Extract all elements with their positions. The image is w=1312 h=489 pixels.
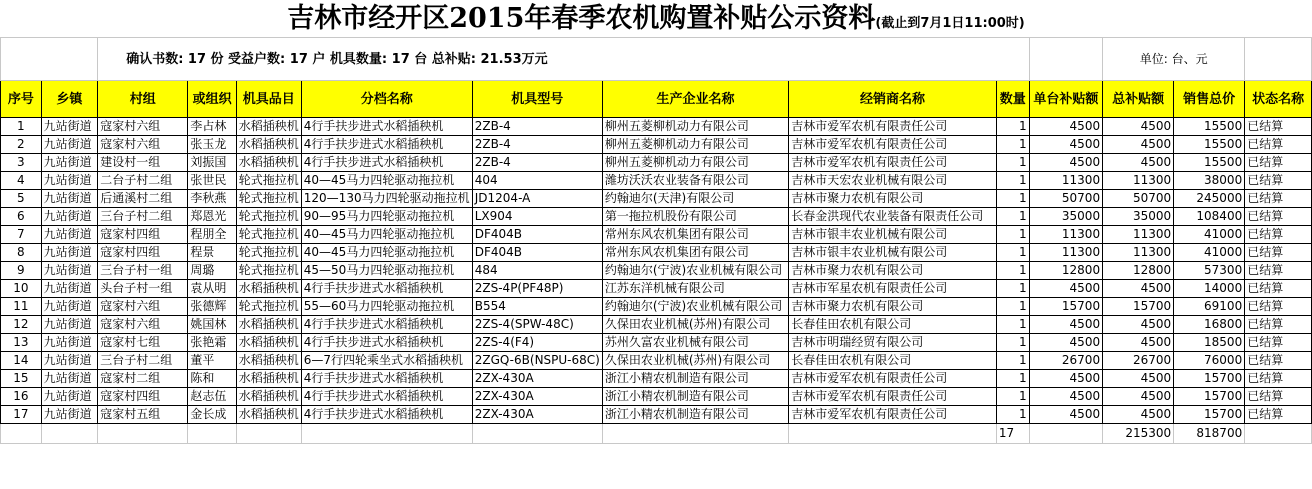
table-cell[interactable]: 吉林市天宏农业机械有限公司 [789, 172, 997, 190]
table-cell[interactable]: 李秋燕 [188, 190, 236, 208]
table-cell[interactable]: 108400 [1174, 208, 1245, 226]
table-cell[interactable]: 15700 [1174, 406, 1245, 424]
table-cell[interactable]: 九站街道 [41, 370, 98, 388]
table-cell[interactable]: 1 [996, 208, 1029, 226]
table-cell[interactable]: 4500 [1029, 280, 1103, 298]
table-cell[interactable]: 吉林市军星农机有限责任公司 [789, 280, 997, 298]
table-row [1, 316, 1312, 334]
table-cell[interactable]: 久保田农业机械(苏州)有限公司 [602, 316, 788, 334]
table-cell[interactable]: 水稻插秧机 [236, 388, 301, 406]
table-cell[interactable]: 刘振国 [188, 154, 236, 172]
table-cell[interactable]: 6 [1, 208, 42, 226]
summary-row [1, 38, 1312, 81]
table-cell[interactable]: 吉林市爱军农机有限责任公司 [789, 154, 997, 172]
table-cell[interactable]: 浙江小精农机制造有限公司 [602, 388, 788, 406]
table-cell[interactable]: 已结算 [1245, 190, 1312, 208]
table-cell[interactable]: 1 [996, 388, 1029, 406]
table-cell[interactable]: 吉林市爱军农机有限责任公司 [789, 388, 997, 406]
table-cell[interactable]: 九站街道 [41, 316, 98, 334]
table-cell[interactable]: 已结算 [1245, 298, 1312, 316]
table-cell[interactable]: 4500 [1103, 280, 1174, 298]
table-cell[interactable]: 约翰迪尔(天津)有限公司 [602, 190, 788, 208]
table-cell[interactable]: 9 [1, 262, 42, 280]
table-cell[interactable]: 4500 [1103, 406, 1174, 424]
table-cell[interactable]: DF404B [472, 244, 602, 262]
table-cell[interactable]: 水稻插秧机 [236, 406, 301, 424]
table-cell[interactable]: 40—45马力四轮驱动拖拉机 [301, 172, 472, 190]
table-cell[interactable]: 4500 [1103, 136, 1174, 154]
table-cell[interactable]: 1 [996, 280, 1029, 298]
table-cell[interactable]: 吉林市爱军农机有限责任公司 [789, 118, 997, 136]
table-cell[interactable]: 15700 [1174, 370, 1245, 388]
header-cell[interactable]: 数量 [996, 81, 1029, 118]
table-cell[interactable]: 水稻插秧机 [236, 280, 301, 298]
table-row [1, 334, 1312, 352]
table-cell[interactable] [236, 424, 301, 444]
table-cell[interactable]: 12 [1, 316, 42, 334]
table-cell[interactable]: 1 [996, 406, 1029, 424]
table-cell[interactable]: 1 [996, 136, 1029, 154]
table-cell[interactable]: 4500 [1029, 334, 1103, 352]
table-cell[interactable]: 姚国林 [188, 316, 236, 334]
table-row [1, 244, 1312, 262]
table-cell[interactable]: 头台子村一组 [98, 280, 188, 298]
table-cell[interactable]: 后通溪村二组 [98, 190, 188, 208]
table-cell[interactable]: 已结算 [1245, 334, 1312, 352]
table-cell[interactable]: 长春佳田农机有限公司 [789, 352, 997, 370]
table-cell[interactable]: 陈和 [188, 370, 236, 388]
table-cell[interactable]: 11 [1, 298, 42, 316]
table-cell[interactable]: 水稻插秧机 [236, 118, 301, 136]
table-cell[interactable]: 13 [1, 334, 42, 352]
table-cell[interactable]: 11300 [1029, 172, 1103, 190]
table-cell[interactable]: 120—130马力四轮驱动拖拉机 [301, 190, 472, 208]
table-cell[interactable]: 袁从明 [188, 280, 236, 298]
totals-row [1, 424, 1312, 444]
table-cell[interactable]: 4500 [1029, 406, 1103, 424]
table-cell[interactable]: 柳州五菱柳机动力有限公司 [602, 154, 788, 172]
table-cell[interactable]: 已结算 [1245, 136, 1312, 154]
summary-text: 确认书数: 17 份 受益户数: 17 户 机具数量: 17 台 总补贴: 21.53万元 [98, 38, 1029, 81]
table-cell[interactable]: 41000 [1174, 226, 1245, 244]
table-cell[interactable]: 轮式拖拉机 [236, 190, 301, 208]
table-cell[interactable]: 张德辉 [188, 298, 236, 316]
table-cell[interactable]: 吉林市明瑞经贸有限公司 [789, 334, 997, 352]
table-cell[interactable]: 69100 [1174, 298, 1245, 316]
table-cell[interactable]: 已结算 [1245, 226, 1312, 244]
table-cell[interactable]: 11300 [1029, 226, 1103, 244]
table-cell[interactable]: 484 [472, 262, 602, 280]
table-cell[interactable]: 4行手扶步进式水稻插秧机 [301, 370, 472, 388]
header-row [1, 81, 1312, 118]
table-cell[interactable]: 35000 [1029, 208, 1103, 226]
table-cell[interactable]: 2ZS-4P(PF48P) [472, 280, 602, 298]
total-subsidy-total-cell[interactable]: 215300 [1103, 424, 1174, 444]
table-cell[interactable]: 轮式拖拉机 [236, 226, 301, 244]
table-cell[interactable]: 常州东风农机集团有限公司 [602, 244, 788, 262]
table-cell[interactable]: 14 [1, 352, 42, 370]
table-cell[interactable]: 已结算 [1245, 244, 1312, 262]
table-cell[interactable]: 轮式拖拉机 [236, 298, 301, 316]
table-cell[interactable]: 三台子村二组 [98, 208, 188, 226]
table-cell[interactable]: 轮式拖拉机 [236, 262, 301, 280]
table-cell[interactable]: 2ZS-4(F4) [472, 334, 602, 352]
table-cell[interactable]: 90—95马力四轮驱动拖拉机 [301, 208, 472, 226]
header-cell[interactable]: 或组织 [188, 81, 236, 118]
table-cell[interactable]: 4500 [1029, 316, 1103, 334]
table-cell[interactable]: 11300 [1029, 244, 1103, 262]
header-cell[interactable]: 单台补贴额 [1029, 81, 1103, 118]
table-cell[interactable]: 4行手扶步进式水稻插秧机 [301, 280, 472, 298]
table-cell[interactable]: 11300 [1103, 244, 1174, 262]
subsidy-table [0, 37, 1312, 444]
table-cell[interactable]: 张艳霜 [188, 334, 236, 352]
table-cell[interactable]: 1 [1, 118, 42, 136]
table-cell[interactable]: 4500 [1103, 388, 1174, 406]
table-cell[interactable]: 九站街道 [41, 154, 98, 172]
table-cell[interactable]: 40—45马力四轮驱动拖拉机 [301, 244, 472, 262]
table-cell[interactable]: 26700 [1103, 352, 1174, 370]
table-cell[interactable]: 2ZX-430A [472, 370, 602, 388]
table-cell[interactable]: 郑恩光 [188, 208, 236, 226]
table-cell[interactable]: 柳州五菱柳机动力有限公司 [602, 118, 788, 136]
table-cell[interactable]: 浙江小精农机制造有限公司 [602, 406, 788, 424]
table-cell[interactable]: 4 [1, 172, 42, 190]
table-cell[interactable] [301, 424, 472, 444]
table-cell[interactable]: 水稻插秧机 [236, 352, 301, 370]
table-cell[interactable]: 九站街道 [41, 262, 98, 280]
table-cell[interactable]: 柳州五菱柳机动力有限公司 [602, 136, 788, 154]
table-cell[interactable]: 15500 [1174, 154, 1245, 172]
unit-label: 单位: 台、元 [1103, 38, 1245, 81]
table-cell[interactable]: 寇家村六组 [98, 118, 188, 136]
table-cell[interactable]: 寇家村四组 [98, 388, 188, 406]
table-cell[interactable] [1029, 424, 1103, 444]
table-cell[interactable]: 17 [1, 406, 42, 424]
table-cell[interactable]: 已结算 [1245, 172, 1312, 190]
table-cell[interactable]: 4500 [1103, 154, 1174, 172]
table-cell[interactable]: 1 [996, 316, 1029, 334]
table-cell[interactable]: 吉林市聚力农机有限公司 [789, 262, 997, 280]
table-cell[interactable]: 45—50马力四轮驱动拖拉机 [301, 262, 472, 280]
table-cell[interactable]: 4500 [1103, 370, 1174, 388]
header-cell[interactable]: 乡镇 [41, 81, 98, 118]
table-cell[interactable]: 吉林市聚力农机有限公司 [789, 298, 997, 316]
header-cell[interactable]: 机具品目 [236, 81, 301, 118]
header-cell[interactable]: 销售总价 [1174, 81, 1245, 118]
table-cell[interactable]: 第一拖拉机股份有限公司 [602, 208, 788, 226]
table-cell[interactable]: 2ZX-430A [472, 406, 602, 424]
table-cell[interactable]: 已结算 [1245, 406, 1312, 424]
table-cell[interactable]: 董平 [188, 352, 236, 370]
table-cell[interactable] [472, 424, 602, 444]
table-cell[interactable] [188, 424, 236, 444]
table-cell[interactable]: 35000 [1103, 208, 1174, 226]
table-cell[interactable]: 已结算 [1245, 262, 1312, 280]
table-cell[interactable]: 4行手扶步进式水稻插秧机 [301, 406, 472, 424]
table-row [1, 280, 1312, 298]
table-cell[interactable]: 九站街道 [41, 298, 98, 316]
table-cell[interactable]: 4500 [1103, 118, 1174, 136]
table-cell[interactable]: 轮式拖拉机 [236, 172, 301, 190]
table-cell[interactable]: 41000 [1174, 244, 1245, 262]
table-cell[interactable]: 已结算 [1245, 118, 1312, 136]
table-cell[interactable]: 九站街道 [41, 190, 98, 208]
page-title: 吉林市经开区2015年春季农机购置补贴公示资料 [287, 3, 876, 34]
table-cell[interactable]: 4500 [1103, 316, 1174, 334]
table-cell[interactable]: 久保田农业机械(苏州)有限公司 [602, 352, 788, 370]
table-row [1, 154, 1312, 172]
table-cell[interactable]: 吉林市银丰农业机械有限公司 [789, 244, 997, 262]
table-cell[interactable]: 九站街道 [41, 280, 98, 298]
table-cell[interactable]: 15700 [1174, 388, 1245, 406]
table-cell[interactable]: 5 [1, 190, 42, 208]
table-cell[interactable]: 8 [1, 244, 42, 262]
table-cell[interactable]: 4行手扶步进式水稻插秧机 [301, 154, 472, 172]
table-row [1, 208, 1312, 226]
table-cell[interactable]: 已结算 [1245, 280, 1312, 298]
table-cell[interactable]: 九站街道 [41, 352, 98, 370]
table-cell[interactable]: 已结算 [1245, 352, 1312, 370]
table-row [1, 136, 1312, 154]
table-cell[interactable]: 寇家村七组 [98, 334, 188, 352]
table-cell[interactable]: 苏州久富农业机械有限公司 [602, 334, 788, 352]
table-cell[interactable]: 水稻插秧机 [236, 370, 301, 388]
header-cell[interactable]: 序号 [1, 81, 42, 118]
table-cell[interactable]: 九站街道 [41, 334, 98, 352]
table-cell[interactable]: 55—60马力四轮驱动拖拉机 [301, 298, 472, 316]
table-cell[interactable]: 12800 [1103, 262, 1174, 280]
table-cell[interactable]: 12800 [1029, 262, 1103, 280]
table-cell[interactable]: 张世民 [188, 172, 236, 190]
header-cell[interactable]: 村组 [98, 81, 188, 118]
table-cell[interactable]: 吉林市爱军农机有限责任公司 [789, 136, 997, 154]
table-row [1, 298, 1312, 316]
table-cell[interactable]: 已结算 [1245, 370, 1312, 388]
header-cell[interactable]: 总补贴额 [1103, 81, 1174, 118]
table-cell[interactable]: 二台子村二组 [98, 172, 188, 190]
table-cell[interactable]: 九站街道 [41, 244, 98, 262]
table-cell[interactable]: 4500 [1029, 154, 1103, 172]
table-cell[interactable]: 1 [996, 190, 1029, 208]
table-cell[interactable]: 吉林市银丰农业机械有限公司 [789, 226, 997, 244]
table-cell[interactable]: 九站街道 [41, 118, 98, 136]
table-cell[interactable]: 2ZB-4 [472, 136, 602, 154]
table-cell[interactable]: 三台子村二组 [98, 352, 188, 370]
total-price-total-cell[interactable]: 818700 [1174, 424, 1245, 444]
table-cell[interactable]: 11300 [1103, 226, 1174, 244]
table-cell[interactable]: 404 [472, 172, 602, 190]
table-cell[interactable] [41, 424, 98, 444]
table-cell[interactable]: 程景 [188, 244, 236, 262]
table-cell[interactable]: 长春金洪现代农业装备有限责任公司 [789, 208, 997, 226]
table-cell[interactable]: 15500 [1174, 118, 1245, 136]
table-cell[interactable] [98, 424, 188, 444]
header-cell[interactable]: 状态名称 [1245, 81, 1312, 118]
table-cell[interactable]: DF404B [472, 226, 602, 244]
table-cell[interactable]: 2ZX-430A [472, 388, 602, 406]
table-cell[interactable]: 李占林 [188, 118, 236, 136]
table-cell[interactable]: 水稻插秧机 [236, 154, 301, 172]
table-row [1, 172, 1312, 190]
table-cell[interactable]: 4行手扶步进式水稻插秧机 [301, 118, 472, 136]
table-cell[interactable] [602, 424, 788, 444]
table-cell[interactable]: 水稻插秧机 [236, 136, 301, 154]
table-cell[interactable]: 程朋全 [188, 226, 236, 244]
table-cell[interactable] [789, 424, 997, 444]
table-cell[interactable]: 15700 [1103, 298, 1174, 316]
table-cell[interactable]: 2 [1, 136, 42, 154]
table-cell[interactable]: 常州东风农机集团有限公司 [602, 226, 788, 244]
table-cell[interactable]: 寇家村二组 [98, 370, 188, 388]
table-cell[interactable]: 寇家村六组 [98, 316, 188, 334]
table-cell[interactable]: 寇家村四组 [98, 226, 188, 244]
table-cell[interactable]: 赵志伍 [188, 388, 236, 406]
table-cell[interactable]: B554 [472, 298, 602, 316]
table-cell[interactable]: 26700 [1029, 352, 1103, 370]
table-cell[interactable] [1245, 424, 1312, 444]
table-cell[interactable]: 16 [1, 388, 42, 406]
header-cell[interactable]: 分档名称 [301, 81, 472, 118]
table-cell[interactable]: 10 [1, 280, 42, 298]
table-cell[interactable]: 15500 [1174, 136, 1245, 154]
table-cell[interactable]: 已结算 [1245, 208, 1312, 226]
table-row [1, 262, 1312, 280]
table-cell[interactable]: 浙江小精农机制造有限公司 [602, 370, 788, 388]
table-cell[interactable]: 轮式拖拉机 [236, 208, 301, 226]
table-cell[interactable]: 7 [1, 226, 42, 244]
table-cell[interactable]: 15 [1, 370, 42, 388]
table-row [1, 118, 1312, 136]
table-cell[interactable]: 3 [1, 154, 42, 172]
table-cell[interactable]: 2ZB-4 [472, 118, 602, 136]
table-cell[interactable]: 1 [996, 352, 1029, 370]
table-cell[interactable]: 九站街道 [41, 172, 98, 190]
table-cell[interactable]: 4行手扶步进式水稻插秧机 [301, 316, 472, 334]
table-cell[interactable]: 2ZB-4 [472, 154, 602, 172]
table-cell[interactable]: 1 [996, 154, 1029, 172]
table-cell[interactable]: 57300 [1174, 262, 1245, 280]
table-cell[interactable]: 约翰迪尔(宁波)农业机械有限公司 [602, 298, 788, 316]
table-cell[interactable]: JD1204-A [472, 190, 602, 208]
table-cell[interactable]: 约翰迪尔(宁波)农业机械有限公司 [602, 262, 788, 280]
table-row [1, 226, 1312, 244]
table-cell[interactable]: 长春佳田农机有限公司 [789, 316, 997, 334]
table-cell[interactable]: 6—7行四轮乘坐式水稻插秧机 [301, 352, 472, 370]
table-cell[interactable]: 4行手扶步进式水稻插秧机 [301, 136, 472, 154]
table-cell[interactable]: 寇家村六组 [98, 136, 188, 154]
table-cell[interactable]: 已结算 [1245, 154, 1312, 172]
table-cell[interactable]: 1 [996, 118, 1029, 136]
table-cell[interactable]: 245000 [1174, 190, 1245, 208]
table-cell[interactable]: 1 [996, 244, 1029, 262]
table-cell[interactable]: 1 [996, 370, 1029, 388]
table-cell[interactable]: 4行手扶步进式水稻插秧机 [301, 334, 472, 352]
table-cell[interactable]: 九站街道 [41, 208, 98, 226]
table-cell[interactable]: 九站街道 [41, 406, 98, 424]
table-cell[interactable]: 水稻插秧机 [236, 334, 301, 352]
table-cell[interactable]: 50700 [1103, 190, 1174, 208]
table-cell[interactable]: 张玉龙 [188, 136, 236, 154]
table-cell[interactable]: 4500 [1029, 118, 1103, 136]
table-cell[interactable]: 1 [996, 298, 1029, 316]
table-cell[interactable]: 38000 [1174, 172, 1245, 190]
table-cell[interactable]: 76000 [1174, 352, 1245, 370]
table-cell[interactable]: 九站街道 [41, 388, 98, 406]
table-cell[interactable]: 14000 [1174, 280, 1245, 298]
table-row [1, 388, 1312, 406]
table-cell[interactable]: 11300 [1103, 172, 1174, 190]
table-cell[interactable]: 2ZS-4(SPW-48C) [472, 316, 602, 334]
table-row [1, 370, 1312, 388]
table-cell[interactable]: 40—45马力四轮驱动拖拉机 [301, 226, 472, 244]
table-cell[interactable]: LX904 [472, 208, 602, 226]
table-cell[interactable]: 金长成 [188, 406, 236, 424]
table-cell[interactable]: 建设村一组 [98, 154, 188, 172]
table-cell[interactable]: 寇家村五组 [98, 406, 188, 424]
table-row [1, 406, 1312, 424]
header-cell[interactable]: 机具型号 [472, 81, 602, 118]
table-row [1, 190, 1312, 208]
table-cell[interactable]: 三台子村一组 [98, 262, 188, 280]
table-cell[interactable]: 潍坊沃沃农业装备有限公司 [602, 172, 788, 190]
table-cell[interactable]: 1 [996, 226, 1029, 244]
table-cell[interactable]: 已结算 [1245, 388, 1312, 406]
table-cell[interactable]: 4500 [1029, 370, 1103, 388]
table-cell[interactable]: 吉林市爱军农机有限责任公司 [789, 370, 997, 388]
table-cell[interactable]: 4500 [1029, 388, 1103, 406]
table-cell[interactable]: 50700 [1029, 190, 1103, 208]
table-cell[interactable]: 水稻插秧机 [236, 316, 301, 334]
table-cell[interactable]: 江苏东洋机械有限公司 [602, 280, 788, 298]
table-cell[interactable]: 4行手扶步进式水稻插秧机 [301, 388, 472, 406]
table-cell[interactable]: 寇家村四组 [98, 244, 188, 262]
table-row [1, 352, 1312, 370]
table-cell[interactable]: 已结算 [1245, 316, 1312, 334]
table-cell[interactable]: 轮式拖拉机 [236, 244, 301, 262]
table-cell[interactable]: 周璐 [188, 262, 236, 280]
quantity-total-cell[interactable]: 17 [996, 424, 1029, 444]
title-row [0, 0, 1312, 37]
table-cell[interactable]: 16800 [1174, 316, 1245, 334]
table-cell[interactable]: 4500 [1103, 334, 1174, 352]
table-cell[interactable]: 4500 [1029, 136, 1103, 154]
table-cell[interactable]: 九站街道 [41, 136, 98, 154]
table-cell[interactable]: 15700 [1029, 298, 1103, 316]
table-cell[interactable] [1, 424, 42, 444]
table-cell[interactable]: 1 [996, 334, 1029, 352]
table-cell[interactable]: 吉林市爱军农机有限责任公司 [789, 406, 997, 424]
header-cell[interactable]: 经销商名称 [789, 81, 997, 118]
header-cell[interactable]: 生产企业名称 [602, 81, 788, 118]
table-cell[interactable]: 九站街道 [41, 226, 98, 244]
table-cell[interactable]: 18500 [1174, 334, 1245, 352]
title-note: (截止到7月1日11:00时) [875, 16, 1025, 31]
table-cell[interactable]: 吉林市聚力农机有限公司 [789, 190, 997, 208]
table-cell[interactable]: 寇家村六组 [98, 298, 188, 316]
table-cell[interactable]: 1 [996, 172, 1029, 190]
table-cell[interactable]: 2ZGQ-6B(NSPU-68C) [472, 352, 602, 370]
table-cell[interactable]: 1 [996, 262, 1029, 280]
